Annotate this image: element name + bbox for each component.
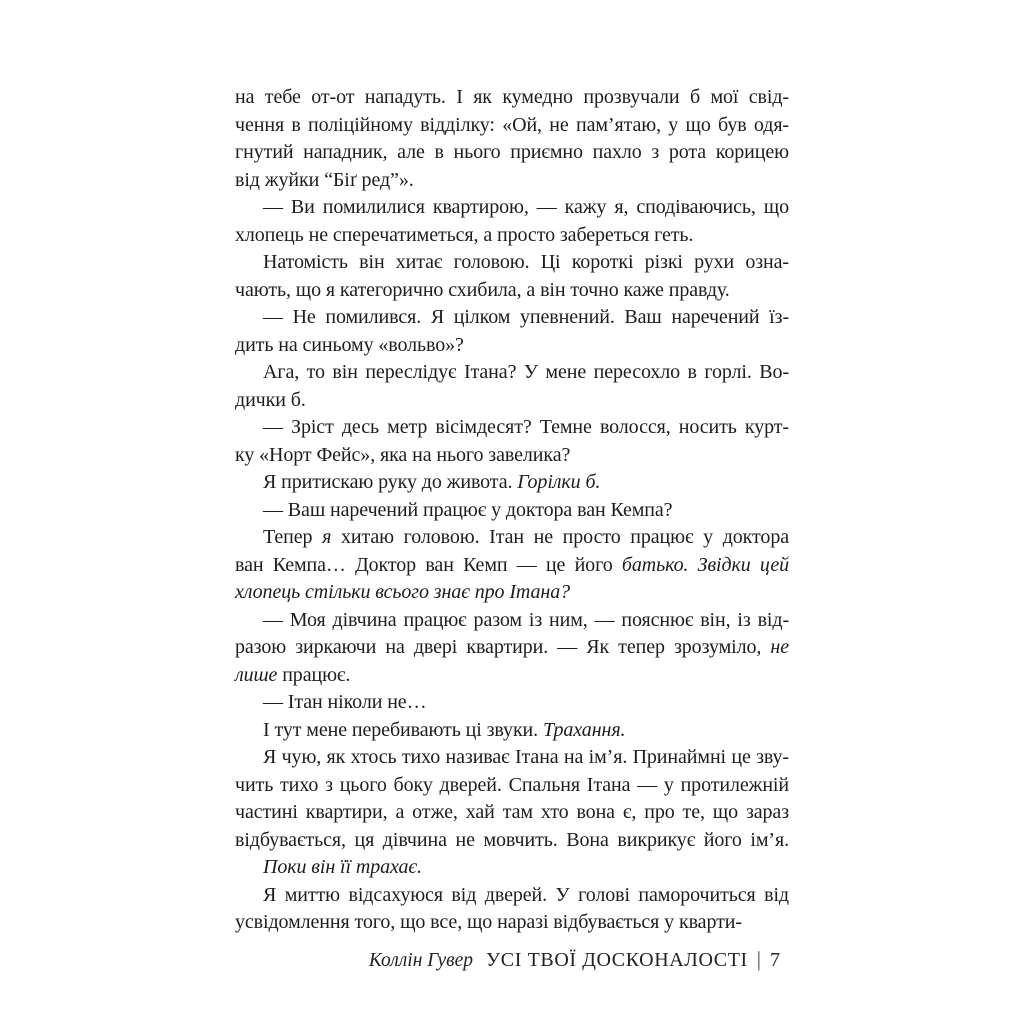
text-segment: ван Кемпа… Доктор ван Кемп — це його [235,553,622,576]
italic-text-segment: батько. Звідки цей [621,553,790,576]
text-segment: хлопець не сперечатиметься, а просто забереться геть. [235,223,694,246]
text-segment: Тепер [263,526,323,548]
text-line [235,167,789,195]
text-line [235,909,789,937]
text-line [235,359,789,387]
text-line [235,84,789,112]
text-segment: чення в поліційному відділку: «Ой, не пам’ятаю, у що був одя- [235,113,789,136]
text-line [235,139,789,167]
text-segment: на тебе от-от нападуть. І як кумедно прозвучали б мої свід- [235,86,789,108]
text-line [235,524,789,552]
author-name: Коллін Гувер [368,950,474,971]
text-line [235,194,789,222]
text-line [235,304,789,332]
text-segment: працює. [277,663,351,686]
text-segment: Ага, то він переслідує Ітана? У мене пересохло в горлі. Во- [263,361,789,383]
italic-text-segment: лише [235,663,278,686]
text-segment: — Моя дівчина працює разом із ним, — пояснює він, із від- [263,608,789,631]
italic-text-segment: я [322,526,332,548]
text-line [235,387,789,415]
italic-text-segment: хлопець стільки всього знає про Ітана? [235,581,570,603]
text-line [235,854,789,882]
text-line [235,607,789,635]
text-line [235,552,789,580]
text-segment: відбувається, ця дівчина не мовчить. Вона викрикує його ім’я. [235,828,789,851]
text-line [235,827,789,855]
text-line [235,772,789,800]
text-line [235,249,789,277]
italic-text-segment: Горілки б. [517,471,601,493]
text-segment: Я чую, як хтось тихо називає Ітана на ім’я. Принаймні це зву- [263,746,789,768]
text-line [235,414,789,442]
text-segment: — Ваш наречений працює у доктора ван Кемпа? [263,498,673,521]
text-segment: Я притискаю руку до живота. [263,471,518,493]
italic-text-segment: Поки він її трахає. [263,856,422,878]
text-segment: — Ви помилилися квартирою, — кажу я, сподіваючись, що [263,196,789,218]
text-segment: гнутий нападник, але в нього приємно пахло з рота корицею [235,141,789,163]
running-footer [369,945,780,975]
text-segment: І тут мене перебивають ці звуки. [263,718,543,741]
page-number: 7 [770,949,780,971]
text-segment: — Зріст десь метр вісімдесят? Темне волосся, носить курт- [263,416,789,438]
text-line [235,689,789,717]
text-line [235,222,789,250]
italic-text-segment: не [770,636,789,658]
text-line [235,469,789,497]
text-line [235,497,789,525]
text-segment: усвідомлення того, що все, що наразі відбувається у кварти- [235,911,742,933]
text-segment: від жуйки “Біґ ред”». [235,168,414,191]
text-line [235,799,789,827]
text-segment: разою зиркаючи на двері квартири. — Як тепер зрозуміло, [235,636,771,658]
italic-text-segment: Трахання. [542,718,626,741]
text-segment: частині квартири, а отже, хай там хто вона є, про те, що зараз [235,801,789,823]
text-segment: хитаю головою. Ітан не просто працює у доктора [331,526,789,548]
text-line [235,634,789,662]
text-line [235,442,789,470]
text-line [235,882,789,910]
text-segment: — Не помилився. Я цілком упевнений. Ваш наречений їз- [263,306,789,328]
text-line [235,277,789,305]
text-line [235,332,789,360]
text-segment: Натомість він хитає головою. Ці короткі різкі рухи озна- [263,251,789,273]
text-segment: дить на синьому «вольво»? [235,333,464,356]
text-line [235,579,789,607]
text-segment: — Ітан ніколи не… [263,691,427,713]
page-text [235,84,789,937]
text-segment: чить тихо з цього боку дверей. Спальня Ітана — у протилежній [235,773,789,796]
text-line [235,744,789,772]
text-segment: дички б. [235,388,306,411]
text-line [235,717,789,745]
text-line [235,662,789,690]
text-segment: Я миттю відсахуюся від дверей. У голові паморочиться від [263,883,789,906]
book-title: УСІ ТВОЇ ДОСКОНАЛОСТІ [486,949,748,971]
text-segment: ку «Норт Фейс», яка на нього завелика? [235,443,571,466]
text-segment: чають, що я категорично схибила, а він точно каже правду. [235,278,730,301]
footer-separator: | [756,947,761,971]
text-line [235,112,789,140]
